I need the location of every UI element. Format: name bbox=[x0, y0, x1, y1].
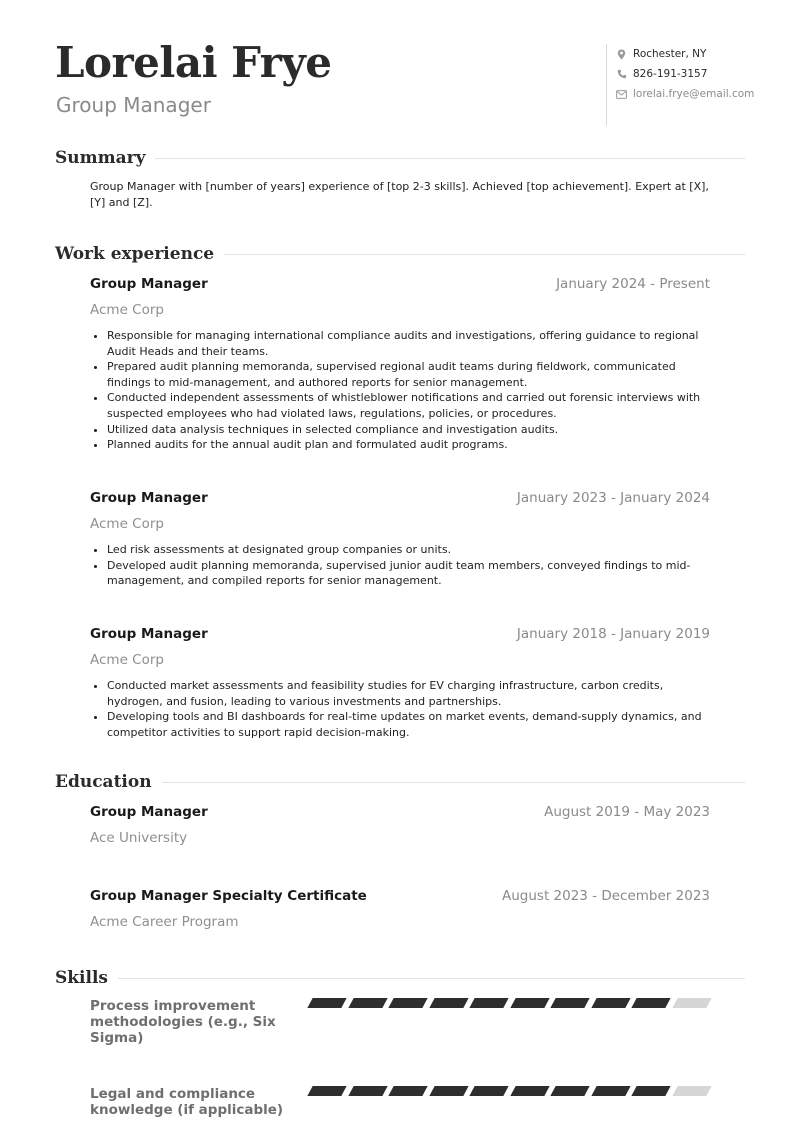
job-entry bbox=[90, 626, 710, 740]
job-title: Group Manager bbox=[90, 276, 208, 292]
skill-name: Legal and compliance knowledge (if applicable) bbox=[90, 1086, 284, 1118]
skill-name: Process improvement methodologies (e.g., Six Sigma) bbox=[90, 998, 276, 1046]
contact-email[interactable] bbox=[616, 84, 776, 104]
school-name: Ace University bbox=[90, 830, 188, 846]
job-bullet: • Developed audit planning memoranda, supervised junior audit team members, conveyed findings to mid-management, and compiled reports for senior management. bbox=[107, 558, 710, 589]
skill-segment-filled bbox=[631, 998, 670, 1008]
job-entry bbox=[90, 276, 710, 453]
skills-heading bbox=[55, 968, 745, 988]
skills-title: Skills bbox=[55, 968, 109, 988]
skill-segment-filled bbox=[429, 1086, 468, 1096]
skill-level-bar bbox=[308, 1086, 718, 1098]
map-pin-icon bbox=[616, 49, 627, 60]
job-bullet: • Led risk assessments at designated group companies or units. bbox=[107, 542, 710, 558]
skill-segment-filled bbox=[388, 1086, 427, 1096]
skill-segment-empty bbox=[672, 1086, 711, 1096]
envelope-icon bbox=[616, 89, 627, 100]
job-company: Acme Corp bbox=[90, 516, 164, 532]
job-title: Group Manager bbox=[90, 490, 208, 506]
job-dates: January 2023 - January 2024 bbox=[516, 490, 710, 506]
contact-location bbox=[616, 44, 776, 64]
job-dates: January 2018 - January 2019 bbox=[516, 626, 710, 642]
skill-segment-empty bbox=[672, 998, 711, 1008]
summary-heading bbox=[55, 148, 745, 168]
section-divider bbox=[224, 254, 745, 255]
education-entry bbox=[90, 888, 710, 932]
education-heading bbox=[55, 772, 745, 792]
job-bullet: • Responsible for managing international compliance audits and investigations, offering guidance to regional Audit Heads and their teams. bbox=[107, 328, 710, 359]
job-bullets bbox=[90, 678, 710, 740]
job-bullet: • Conducted independent assessments of whistleblower notifications and carried out forensic interviews with suspected employees who had violated laws, regulations, policies, or procedures. bbox=[107, 390, 710, 421]
job-company: Acme Corp bbox=[90, 302, 164, 318]
skill-segment-filled bbox=[591, 1086, 630, 1096]
contact-location-text: Rochester, NY bbox=[633, 48, 707, 60]
work-heading bbox=[55, 244, 745, 264]
job-bullets bbox=[90, 328, 710, 453]
section-divider bbox=[118, 978, 745, 979]
contact-block bbox=[606, 44, 776, 126]
work-title: Work experience bbox=[55, 244, 215, 264]
skill-segment-filled bbox=[388, 998, 427, 1008]
skill-segment-filled bbox=[348, 998, 387, 1008]
skill-segment-filled bbox=[550, 998, 589, 1008]
school-name: Acme Career Program bbox=[90, 914, 239, 930]
job-bullet: • Planned audits for the annual audit plan and formulated audit programs. bbox=[107, 437, 710, 453]
skill-segment-filled bbox=[510, 1086, 549, 1096]
contact-email-text: lorelai.frye@email.com bbox=[633, 88, 755, 100]
summary-title: Summary bbox=[55, 148, 146, 168]
section-divider bbox=[162, 782, 745, 783]
job-entry bbox=[90, 490, 710, 589]
phone-icon bbox=[616, 69, 627, 80]
skill-level-bar bbox=[308, 998, 718, 1010]
degree-dates: August 2023 - December 2023 bbox=[502, 888, 710, 904]
skill-segment-filled bbox=[550, 1086, 589, 1096]
section-divider bbox=[155, 158, 745, 159]
education-entry bbox=[90, 804, 710, 848]
summary-text: Group Manager with [number of years] experience of [top 2-3 skills]. Achieved [top achievement]. Expert at [X], [Y] and [Z]. bbox=[90, 180, 709, 209]
skill-segment-filled bbox=[307, 998, 346, 1008]
education-title: Education bbox=[55, 772, 152, 792]
job-dates: January 2024 - Present bbox=[556, 276, 710, 292]
degree-dates: August 2019 - May 2023 bbox=[544, 804, 710, 820]
contact-phone[interactable] bbox=[616, 64, 776, 84]
degree-title: Group Manager Specialty Certificate bbox=[90, 888, 367, 904]
skill-segment-filled bbox=[469, 1086, 508, 1096]
job-bullets bbox=[90, 542, 710, 589]
skill-segment-filled bbox=[631, 1086, 670, 1096]
candidate-name: Lorelai Frye bbox=[55, 38, 332, 87]
job-company: Acme Corp bbox=[90, 652, 164, 668]
degree-title: Group Manager bbox=[90, 804, 208, 820]
skill-segment-filled bbox=[591, 998, 630, 1008]
job-bullet: • Prepared audit planning memoranda, supervised regional audit teams during fieldwork, communicated findings to mid-management, and authored reports for senior management. bbox=[107, 359, 710, 390]
skill-segment-filled bbox=[429, 998, 468, 1008]
skill-segment-filled bbox=[348, 1086, 387, 1096]
skill-segment-filled bbox=[307, 1086, 346, 1096]
job-bullet: • Utilized data analysis techniques in selected compliance and investigation audits. bbox=[107, 422, 710, 438]
job-bullet: • Conducted market assessments and feasibility studies for EV charging infrastructure, carbon credits, hydrogen, and fusion, leading to various investments and partnerships. bbox=[107, 678, 710, 709]
contact-phone-text: 826-191-3157 bbox=[633, 68, 708, 80]
skill-segment-filled bbox=[510, 998, 549, 1008]
job-title: Group Manager bbox=[90, 626, 208, 642]
job-bullet: • Developing tools and BI dashboards for real-time updates on market events, demand-supply dynamics, and competitor activities to support rapid decision-making. bbox=[107, 709, 710, 740]
skill-segment-filled bbox=[469, 998, 508, 1008]
candidate-role: Group Manager bbox=[56, 93, 211, 117]
